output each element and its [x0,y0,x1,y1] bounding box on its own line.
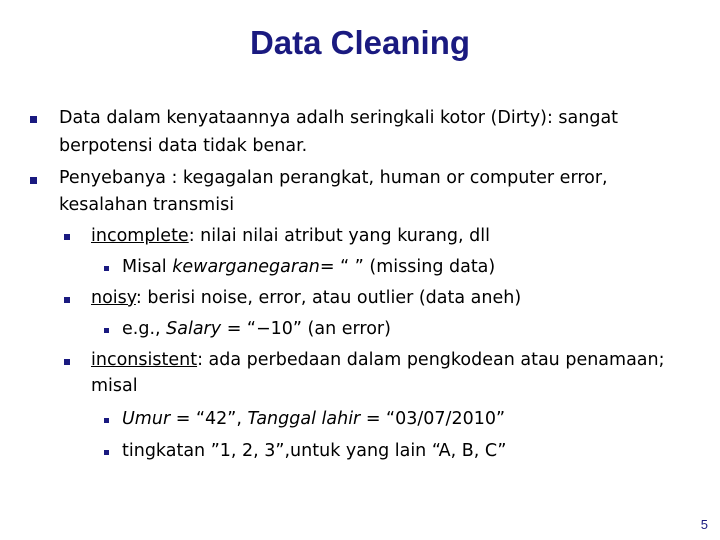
inconsistent-line-2: misal [91,376,138,396]
example-rest: = “ ” (missing data) [319,257,496,277]
incomplete-description: : nilai nilai atribut yang kurang, dll [188,226,490,246]
example-rest: = “03/07/2010” [360,409,506,429]
example-term-umur: Umur [122,409,171,429]
noisy-example [122,321,391,339]
bullet-1-line-2: berpotensi data tidak benar. [59,136,308,156]
example-prefix: e.g., [122,319,167,339]
term-noisy: noisy [91,288,136,308]
sub-bullet-marker [64,359,70,365]
slide-title: Data Cleaning [249,24,471,61]
example-mid: = “42”, [170,409,248,429]
bullet-2-line-2: kesalahan transmisi [59,195,235,215]
example-term: Salary [166,319,222,339]
inconsistent-description: : ada perbedaan dalam pengkodean atau penamaan; [197,350,665,370]
example-term: kewarganegaran [172,257,320,277]
noisy-description: : berisi noise, error, atau outlier (data aneh) [135,288,522,308]
incomplete-example [122,259,495,277]
bullet-2-line-1: Penyebanya : kegagalan perangkat, human or computer error, [59,168,608,188]
bullet-marker [30,177,37,184]
inconsistent-example-1 [122,411,505,429]
sub-bullet-incomplete [91,228,490,246]
term-inconsistent: inconsistent [91,350,198,370]
example-term-tanggal-lahir: Tanggal lahir [247,409,361,429]
example-prefix: Misal [122,257,173,277]
sub-sub-bullet-marker [104,328,109,333]
sub-bullet-marker [64,234,70,240]
sub-sub-bullet-marker [104,418,109,423]
sub-bullet-noisy [91,290,521,308]
sub-bullet-marker [64,297,70,303]
bullet-1-line-1: Data dalam kenyataannya adalh seringkali kotor (Dirty): sangat [59,108,619,128]
sub-sub-bullet-marker [104,266,109,271]
term-incomplete: incomplete [91,226,189,246]
inconsistent-example-2: tingkatan ”1, 2, 3”,untuk yang lain “A, B, C” [122,441,507,461]
page-number: 5 [700,517,708,532]
sub-sub-bullet-marker [104,450,109,455]
bullet-marker [30,116,37,123]
example-rest: = “−10” (an error) [221,319,391,339]
sub-bullet-inconsistent [91,352,665,370]
